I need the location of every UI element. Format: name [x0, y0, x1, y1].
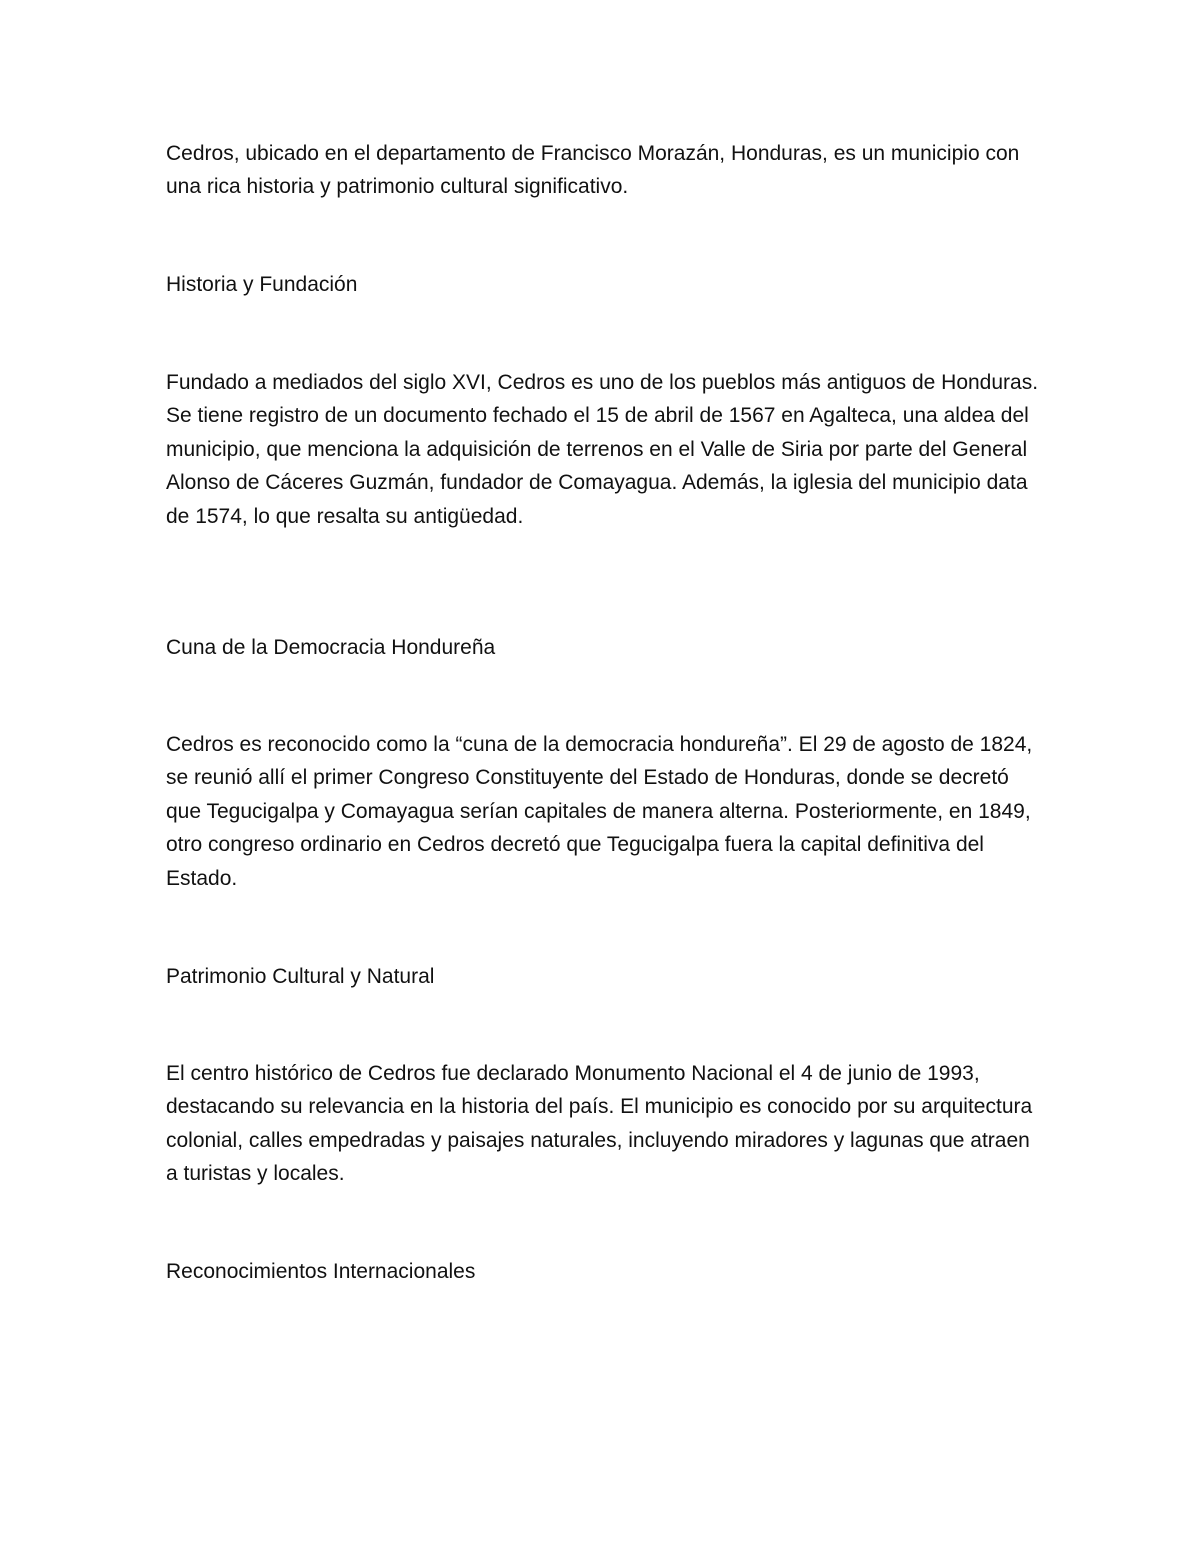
section-body-cuna: Cedros es reconocido como la “cuna de la democracia hondureña”. El 29 de agosto de 1824, se reunió allí el primer Congreso Constituyente del Estado de Honduras, donde se decretó que Tegucigalpa y Comayagua serían capitales de manera alterna. Posteriormente, en 1849, otro congreso ordinario en Cedros decretó que Tegucigalpa fuera la capital definitiva del Estado. [166, 733, 1033, 890]
intro-paragraph: Cedros, ubicado en el departamento de Francisco Morazán, Honduras, es un municipio con una rica historia y patrimonio cultural significativo. [166, 142, 1020, 199]
section-heading-reconocimientos: Reconocimientos Internacionales [166, 1260, 476, 1283]
section-body-patrimonio: El centro histórico de Cedros fue declarado Monumento Nacional el 4 de junio de 1993, destacando su relevancia en la historia del país. El municipio es conocido por su arquitectura colonial, calles empedradas y paisajes naturales, incluyendo miradores y lagunas que atraen a turistas y locales. [166, 1062, 1033, 1186]
section-heading-patrimonio: Patrimonio Cultural y Natural [166, 965, 435, 988]
section-heading-cuna: Cuna de la Democracia Hondureña [166, 636, 496, 659]
section-heading-historia: Historia y Fundación [166, 273, 358, 296]
section-body-historia: Fundado a mediados del siglo XVI, Cedros es uno de los pueblos más antiguos de Honduras. Se tiene registro de un documento fechado el 15 de abril de 1567 en Agalteca, una aldea del municipio, que menciona la adquisición de terrenos en el Valle de Siria por parte del General Alonso de Cáceres Guzmán, fundador de Comayagua. Además, la iglesia del municipio data de 1574, lo que resalta su antigüedad. [166, 371, 1039, 528]
